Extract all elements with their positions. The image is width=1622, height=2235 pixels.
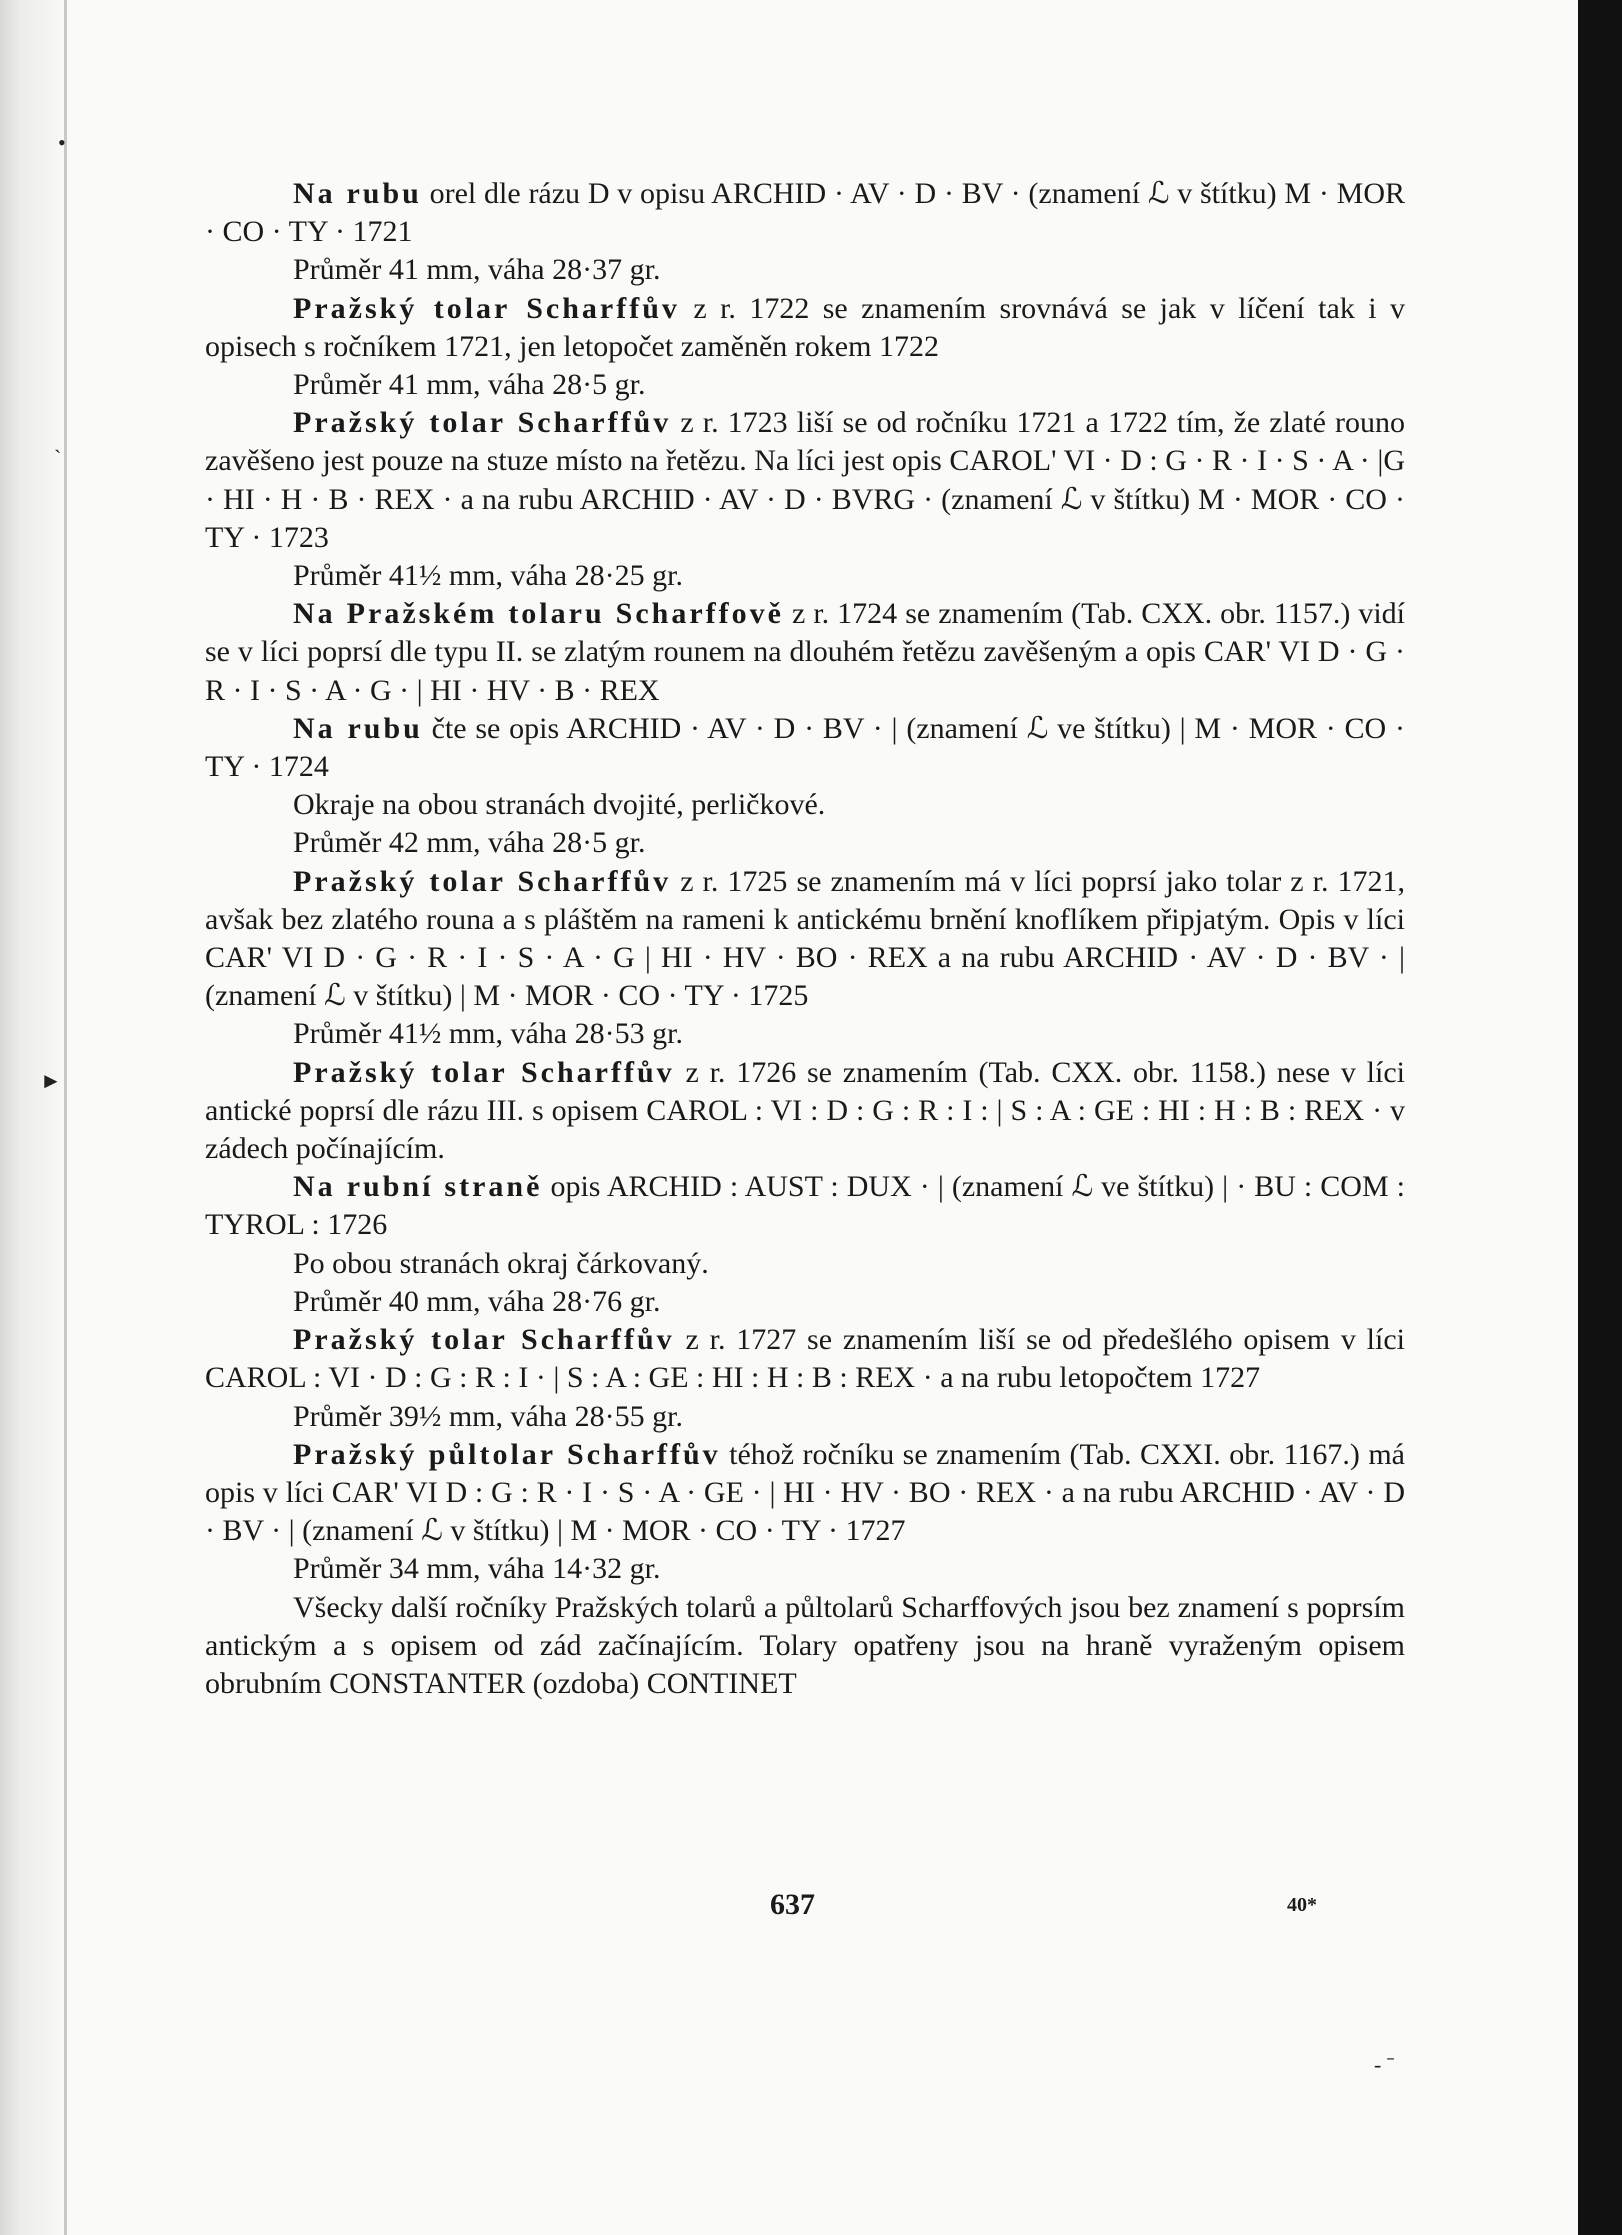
paragraph: Na rubu čte se opis ARCHID · AV · D · BV · | (znamení ℒ ve štítku) | M · MOR · CO · TY · 1724 xyxy=(205,711,1405,784)
scan-tick-mark: ˎ xyxy=(54,428,62,453)
paragraph: Pražský tolar Scharffův z r. 1725 se znamením má v líci poprsí jako tolar z r. 1721, avšak bez zlatého rouna a s pláštěm na rameni k antickému brnění knoflíkem připjatým. Opis v líci CAR' VI D · G · R · I · S · A · G | HI · HV · BO · REX a na rubu ARCHID · AV · D · BV · | (znamení ℒ v štítku) | M · MOR · CO · TY · 1725 xyxy=(205,864,1405,1013)
binding-edge xyxy=(64,0,67,2235)
paragraph: Průměr 41 mm, váha 28·37 gr. xyxy=(293,253,661,287)
paragraph: Na Pražském tolaru Scharffově z r. 1724 se znamením (Tab. CXX. obr. 1157.) vidí se v líci poprsí dle typu II. se zlatým rounem na dlouhém řetězu zavěšeným a opis CAR' VI D · G · R · I · S · A · G · | HI · HV · B · REX xyxy=(205,597,1406,707)
paragraph: Všecky další ročníky Pražských tolarů a půltolarů Scharffových jsou bez znamení s poprsím antickým a s opisem od zád začínajícím. Tolary opatřeny jsou na hraně vyraženým opisem obrubním CONSTANTER (ozdoba) CONTINET xyxy=(205,1590,1405,1700)
paragraph: Na rubní straně opis ARCHID : AUST : DUX · | (znamení ℒ ve štítku) | · BU : COM : TYROL : 1726 xyxy=(205,1170,1405,1242)
scan-arrow-mark: ► xyxy=(40,1068,62,1093)
paragraph: Průměr 42 mm, váha 28·5 gr. xyxy=(293,826,646,860)
scan-dash-mark: - ˉ xyxy=(1374,2052,1395,2077)
signature-mark: 40* xyxy=(1287,1894,1317,1916)
paragraph: Okraje na obou stranách dvojité, perličkové. xyxy=(293,788,826,822)
paragraph: Průměr 41 mm, váha 28·5 gr. xyxy=(293,368,646,402)
page-number: 637 xyxy=(770,1888,815,1921)
paragraph: Průměr 39½ mm, váha 28·55 gr. xyxy=(293,1399,683,1433)
paragraph: Průměr 40 mm, váha 28·76 gr. xyxy=(293,1284,661,1318)
paragraph: Pražský tolar Scharffův z r. 1726 se znamením (Tab. CXX. obr. 1158.) nese v líci antické poprsí dle rázu III. s opisem CAROL : VI : D : G : R : I : | S : A : GE : HI : H : B : REX · v zádech počínajícím. xyxy=(205,1055,1405,1166)
scan-dot-mark: • xyxy=(58,130,66,155)
paragraph: Průměr 41½ mm, váha 28·53 gr. xyxy=(293,1017,683,1051)
paragraph: Na rubu orel dle rázu D v opisu ARCHID · AV · D · BV · (znamení ℒ v štítku) M · MOR · CO · TY · 1721 xyxy=(205,177,1405,249)
paragraph: Po obou stranách okraj čárkovaný. xyxy=(293,1246,709,1280)
page-body xyxy=(205,175,1405,1703)
paragraph: Pražský tolar Scharffův z r. 1722 se znamením srovnává se jak v líčení tak i v opisech s ročníkem 1721, jen letopočet zaměněn rokem 1722 xyxy=(205,291,1405,363)
paragraph: Pražský tolar Scharffův z r. 1727 se znamením liší se od předešlého opisem v líci CAROL : VI · D : G : R : I · | S : A : GE : HI : H : B : REX · a na rubu letopočtem 1727 xyxy=(205,1323,1405,1395)
paragraph: Průměr 34 mm, váha 14·32 gr. xyxy=(293,1552,661,1586)
paragraph: Průměr 41½ mm, váha 28·25 gr. xyxy=(293,559,683,593)
paragraph: Pražský tolar Scharffův z r. 1723 liší se od ročníku 1721 a 1722 tím, že zlaté rouno zavěšeno jest pouze na stuze místo na řetězu. Na líci jest opis CAROL' VI · D : G · R · I · S · A · |G · HI · H · B · REX · a na rubu ARCHID · AV · D · BVRG · (znamení ℒ v štítku) M · MOR · CO · TY · 1723 xyxy=(205,406,1405,554)
binding-shadow xyxy=(0,0,70,2235)
paragraph: Pražský půltolar Scharffův téhož ročníku se znamením (Tab. CXXI. obr. 1167.) má opis v líci CAR' VI D : G : R · I · S · A · GE · | HI · HV · BO · REX · a na rubu ARCHID · AV · D · BV · | (znamení ℒ v štítku) | M · MOR · CO · TY · 1727 xyxy=(205,1437,1405,1548)
